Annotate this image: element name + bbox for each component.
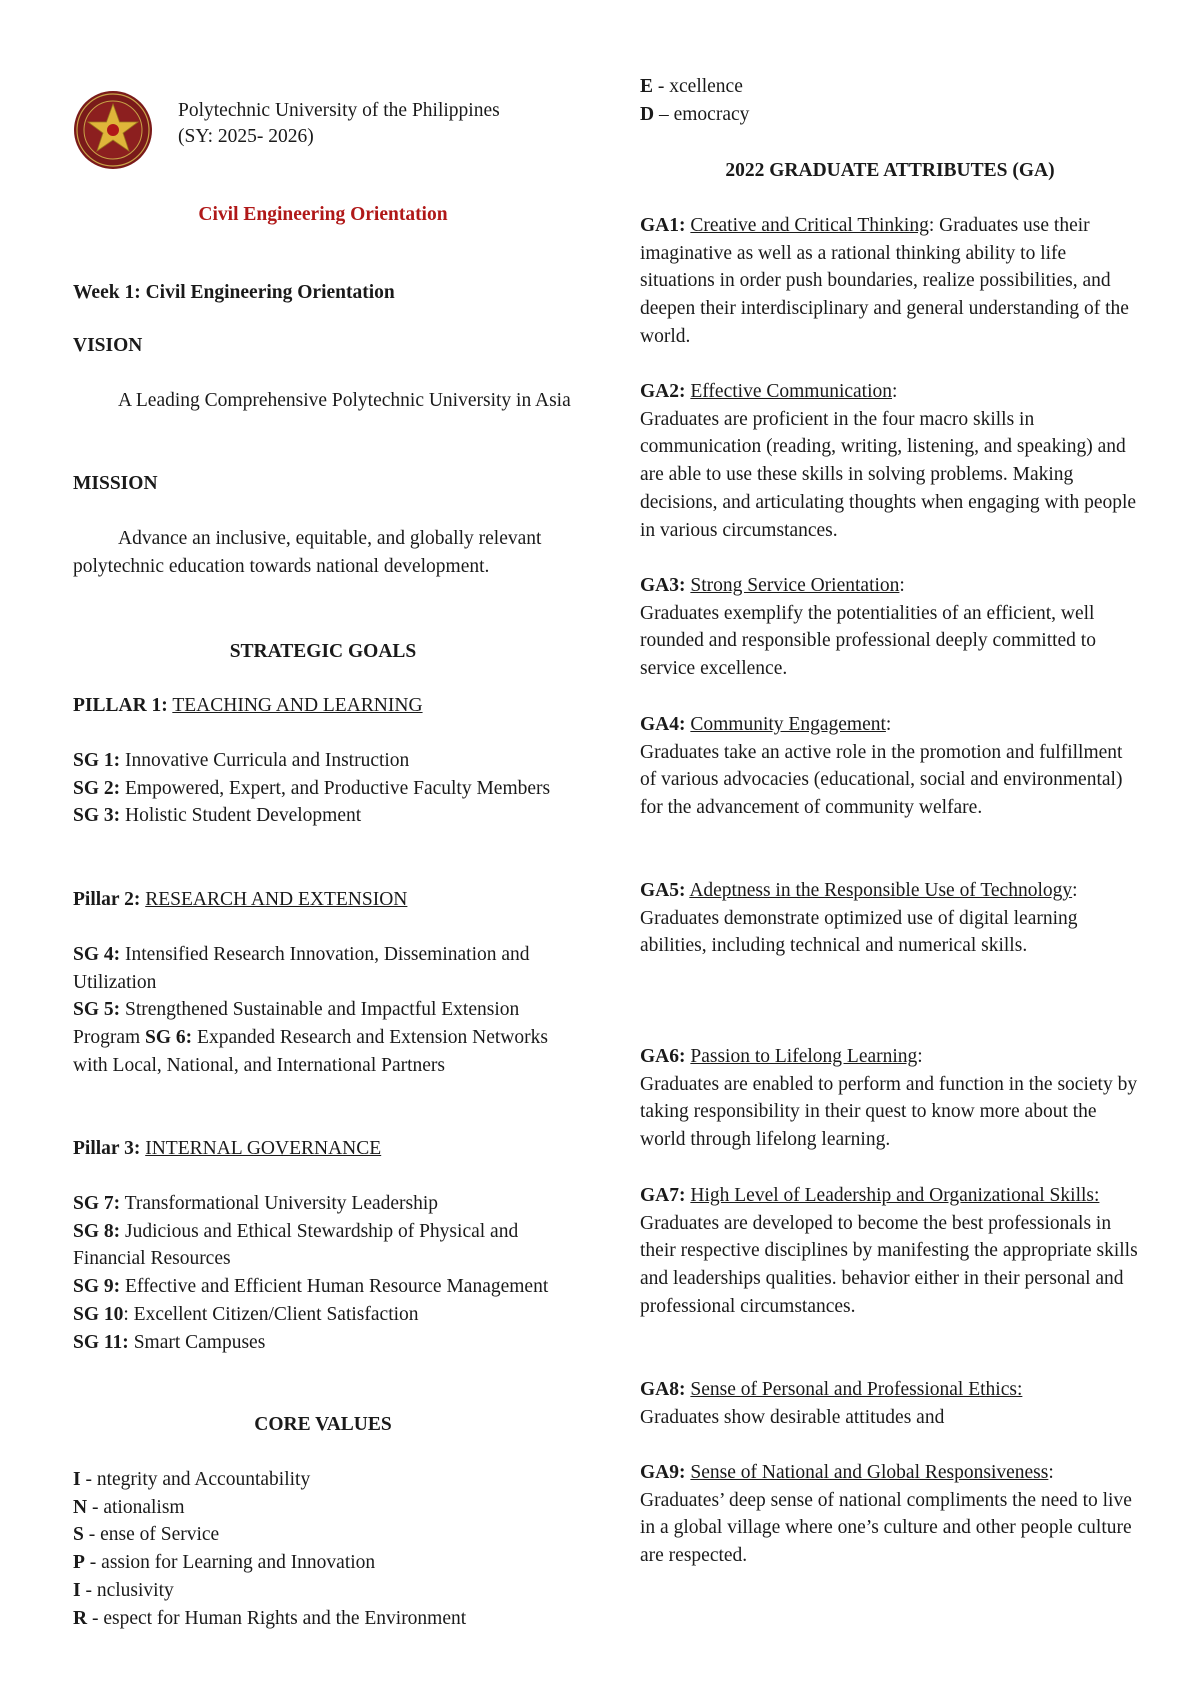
core-value-letter: I	[73, 1469, 81, 1490]
ga-7-title: High Level of Leadership and Organizational Skills:	[690, 1185, 1100, 1206]
sg-11-text: Smart Campuses	[133, 1331, 266, 1353]
core-value-text: - xcellence	[657, 76, 743, 97]
document-title: Civil Engineering Orientation	[198, 204, 448, 225]
sg-2-label: SG 2:	[73, 777, 121, 799]
sg-6-text: Expanded Research and Extension Networks with Local, National, and International Partners	[73, 1027, 548, 1076]
ga-7-label: GA7:	[640, 1185, 686, 1206]
core-value-item	[73, 1605, 573, 1633]
ga-8	[640, 1376, 1140, 1431]
sg-4-label: SG 4:	[73, 944, 121, 965]
core-value-item	[73, 1521, 573, 1549]
ga-5: GA5: Adeptness in the Responsible Use of Technology: Graduates demonstrate optimized use of digital learning abilities, including technical and numerical skills.	[640, 877, 1140, 960]
core-value-letter: P	[73, 1552, 85, 1574]
core-values-continued	[640, 73, 1140, 128]
core-value-item	[640, 101, 1140, 129]
sg-3-label: SG 3:	[73, 805, 121, 827]
core-value-text: - ntegrity and Accountability	[85, 1469, 311, 1490]
ga-1	[640, 212, 1140, 351]
vision-text: A Leading Comprehensive Polytechnic University in Asia	[118, 390, 571, 411]
sg-8-text: Judicious and Ethical Stewardship of Physical and Financial Resources	[73, 1220, 519, 1270]
ga-9-text: Graduates’ deep sense of national compliments the need to live in a global village where one’s culture and other people culture are respected.	[640, 1489, 1132, 1567]
ga-heading: 2022 GRADUATE ATTRIBUTES (GA)	[725, 160, 1055, 181]
ga-3-label: GA3:	[640, 575, 686, 596]
sg-5-text: Strengthened Sustainable and Impactful Extension Program	[73, 999, 520, 1049]
core-value-text: - assion for Learning and Innovation	[89, 1552, 376, 1574]
ga-8-text: Graduates show desirable attitudes and	[640, 1406, 945, 1428]
core-value-text: - ense of Service	[88, 1524, 220, 1546]
core-value-letter: D	[640, 103, 655, 125]
ga-7-text: Graduates are developed to become the best professionals in their respective disciplines by manifesting the appropriate skills and leaderships qualities. behavior either in their personal and professional circumstances.	[640, 1212, 1138, 1317]
core-value-item	[640, 73, 1140, 101]
core-value-item	[73, 1577, 573, 1605]
ga-4: GA4: Community Engagement: Graduates take an active role in the promotion and fulfillment of various advocacies (educational, social and environmental) for the advancement of community welfare.	[640, 711, 1140, 822]
sg-5-label: SG 5:	[73, 999, 121, 1021]
sg-9-label: SG 9:	[73, 1276, 121, 1298]
sg-6-label: SG 6:	[145, 1027, 193, 1049]
sg-1-text: Innovative Curricula and Instruction	[125, 750, 410, 771]
ga-1-title: Creative and Critical Thinking	[690, 215, 929, 236]
core-value-text: - ationalism	[91, 1496, 185, 1518]
core-value-item	[73, 1494, 573, 1522]
strategic-goals-heading: STRATEGIC GOALS	[229, 641, 417, 662]
core-value-letter: N	[73, 1496, 88, 1518]
core-value-item	[73, 1466, 573, 1494]
pillar-2-label: Pillar 2:	[73, 889, 141, 910]
sg-3	[73, 802, 573, 830]
sg-5-6	[73, 996, 573, 1079]
sg-11	[73, 1329, 573, 1357]
sg-10	[73, 1301, 573, 1329]
core-values-list	[73, 1466, 573, 1632]
sg-7-text: Transformational University Leadership	[124, 1193, 439, 1214]
document-header	[73, 90, 593, 180]
sg-10-label: SG 10	[73, 1303, 124, 1325]
university-block	[178, 98, 500, 150]
ga-3: GA3: Strong Service Orientation: Graduates exemplify the potentialities of an efficient, well rounded and responsible professional deeply committed to service excellence.	[640, 572, 1140, 683]
ga-2: GA2: Effective Communication: Graduates are proficient in the four macro skills in communication (reading, writing, listening, and speaking) and are able to use these skills in solving problems. Making decisions, and articulating thoughts when engaging with people in various circumstances.	[640, 378, 1140, 544]
sg-7	[73, 1190, 573, 1218]
pillar-1	[73, 692, 573, 720]
pillar-2	[73, 886, 573, 914]
ga-2-text: Graduates are proficient in the four macro skills in communication (reading, writing, listening, and speaking) and are able to use these skills in solving problems. Making decisions, and articulating thoughts when engaging with people in various circumstances.	[640, 408, 1137, 541]
ga-2-label: GA2:	[640, 381, 686, 402]
university-seal-logo	[73, 90, 153, 170]
core-value-item	[73, 1549, 573, 1577]
ga-5-text: Graduates demonstrate optimized use of digital learning abilities, including technical and numerical skills.	[640, 907, 1078, 957]
sg-2	[73, 775, 573, 803]
sg-3-text: Holistic Student Development	[125, 805, 362, 827]
sg-8-label: SG 8:	[73, 1220, 121, 1242]
pillar-3-label: Pillar 3:	[73, 1138, 141, 1159]
ga-2-title: Effective Communication	[690, 381, 893, 402]
sg-2-text: Empowered, Expert, and Productive Faculty Members	[125, 777, 551, 799]
university-name: Polytechnic University of the Philippines	[178, 100, 500, 121]
sg-8	[73, 1218, 573, 1273]
pillar-1-goals	[73, 747, 573, 830]
core-values-heading: CORE VALUES	[254, 1414, 392, 1435]
ga-9: GA9: Sense of National and Global Responsiveness: Graduates’ deep sense of national compliments the need to live in a global village where one’s culture and other people culture are respected.	[640, 1459, 1140, 1570]
mission-text: Advance an inclusive, equitable, and globally relevant polytechnic education towards national development.	[73, 528, 542, 577]
pillar-3-name: INTERNAL GOVERNANCE	[145, 1138, 382, 1159]
sg-9-text: Effective and Efficient Human Resource Management	[125, 1276, 549, 1298]
core-value-letter: R	[73, 1607, 88, 1629]
ga-5-title: Adeptness in the Responsible Use of Technology	[689, 880, 1073, 901]
mission-heading: MISSION	[73, 473, 158, 494]
week-title: Week 1: Civil Engineering Orientation	[73, 282, 395, 303]
sg-11-label: SG 11:	[73, 1331, 129, 1353]
ga-3-title: Strong Service Orientation	[690, 575, 900, 596]
sg-1-label: SG 1:	[73, 750, 121, 771]
core-value-letter: S	[73, 1524, 84, 1546]
ga-6-text: Graduates are enabled to perform and function in the society by taking responsibility in their quest to know more about the world through lifelong learning.	[640, 1073, 1138, 1151]
core-value-text: - nclusivity	[85, 1579, 174, 1601]
ga-5-label: GA5:	[640, 880, 686, 901]
pillar-1-label: PILLAR 1:	[73, 695, 168, 716]
sg-4-text: Intensified Research Innovation, Dissemination and Utilization	[73, 944, 530, 993]
ga-7	[640, 1182, 1140, 1321]
pillar-3	[73, 1135, 573, 1163]
ga-3-text: Graduates exemplify the potentialities of an efficient, well rounded and responsible professional deeply committed to service excellence.	[640, 602, 1096, 680]
ga-8-title: Sense of Personal and Professional Ethics:	[690, 1379, 1023, 1400]
ga-1-label: GA1:	[640, 215, 686, 236]
ga-9-label: GA9:	[640, 1462, 686, 1483]
ga-9-title: Sense of National and Global Responsiveness	[690, 1462, 1049, 1483]
pillar-2-name: RESEARCH AND EXTENSION	[145, 889, 408, 910]
school-year: (SY: 2025- 2026)	[178, 126, 314, 147]
vision-heading: VISION	[73, 335, 143, 356]
ga-8-label: GA8:	[640, 1379, 686, 1400]
sg-9	[73, 1273, 573, 1301]
ga-6-label: GA6:	[640, 1046, 686, 1067]
ga-4-text: Graduates take an active role in the promotion and fulfillment of various advocacies (educational, social and environmental) for the advancement of community welfare.	[640, 741, 1123, 819]
sg-4	[73, 941, 573, 996]
pillar-3-goals	[73, 1190, 573, 1356]
core-value-letter: E	[640, 76, 654, 97]
ga-6-title: Passion to Lifelong Learning	[690, 1046, 918, 1067]
ga-4-label: GA4:	[640, 714, 686, 735]
pillar-1-name: TEACHING AND LEARNING	[172, 695, 423, 716]
core-value-text: - espect for Human Rights and the Environment	[91, 1607, 467, 1629]
sg-7-label: SG 7:	[73, 1193, 121, 1214]
core-value-text: – emocracy	[658, 103, 750, 125]
ga-4-title: Community Engagement	[690, 714, 886, 735]
ga-1-text: : Graduates use their imaginative as well as a rational thinking ability to life situations in order push boundaries, realize possibilities, and deepen their interdisciplinary and general understanding of the world.	[640, 215, 1129, 347]
sg-1	[73, 747, 573, 775]
sg-10-text: : Excellent Citizen/Client Satisfaction	[123, 1303, 419, 1325]
pillar-2-goals	[73, 941, 573, 1080]
core-value-letter: I	[73, 1579, 81, 1601]
ga-6: GA6: Passion to Lifelong Learning: Graduates are enabled to perform and function in the society by taking responsibility in their quest to know more about the world through lifelong learning.	[640, 1043, 1140, 1154]
